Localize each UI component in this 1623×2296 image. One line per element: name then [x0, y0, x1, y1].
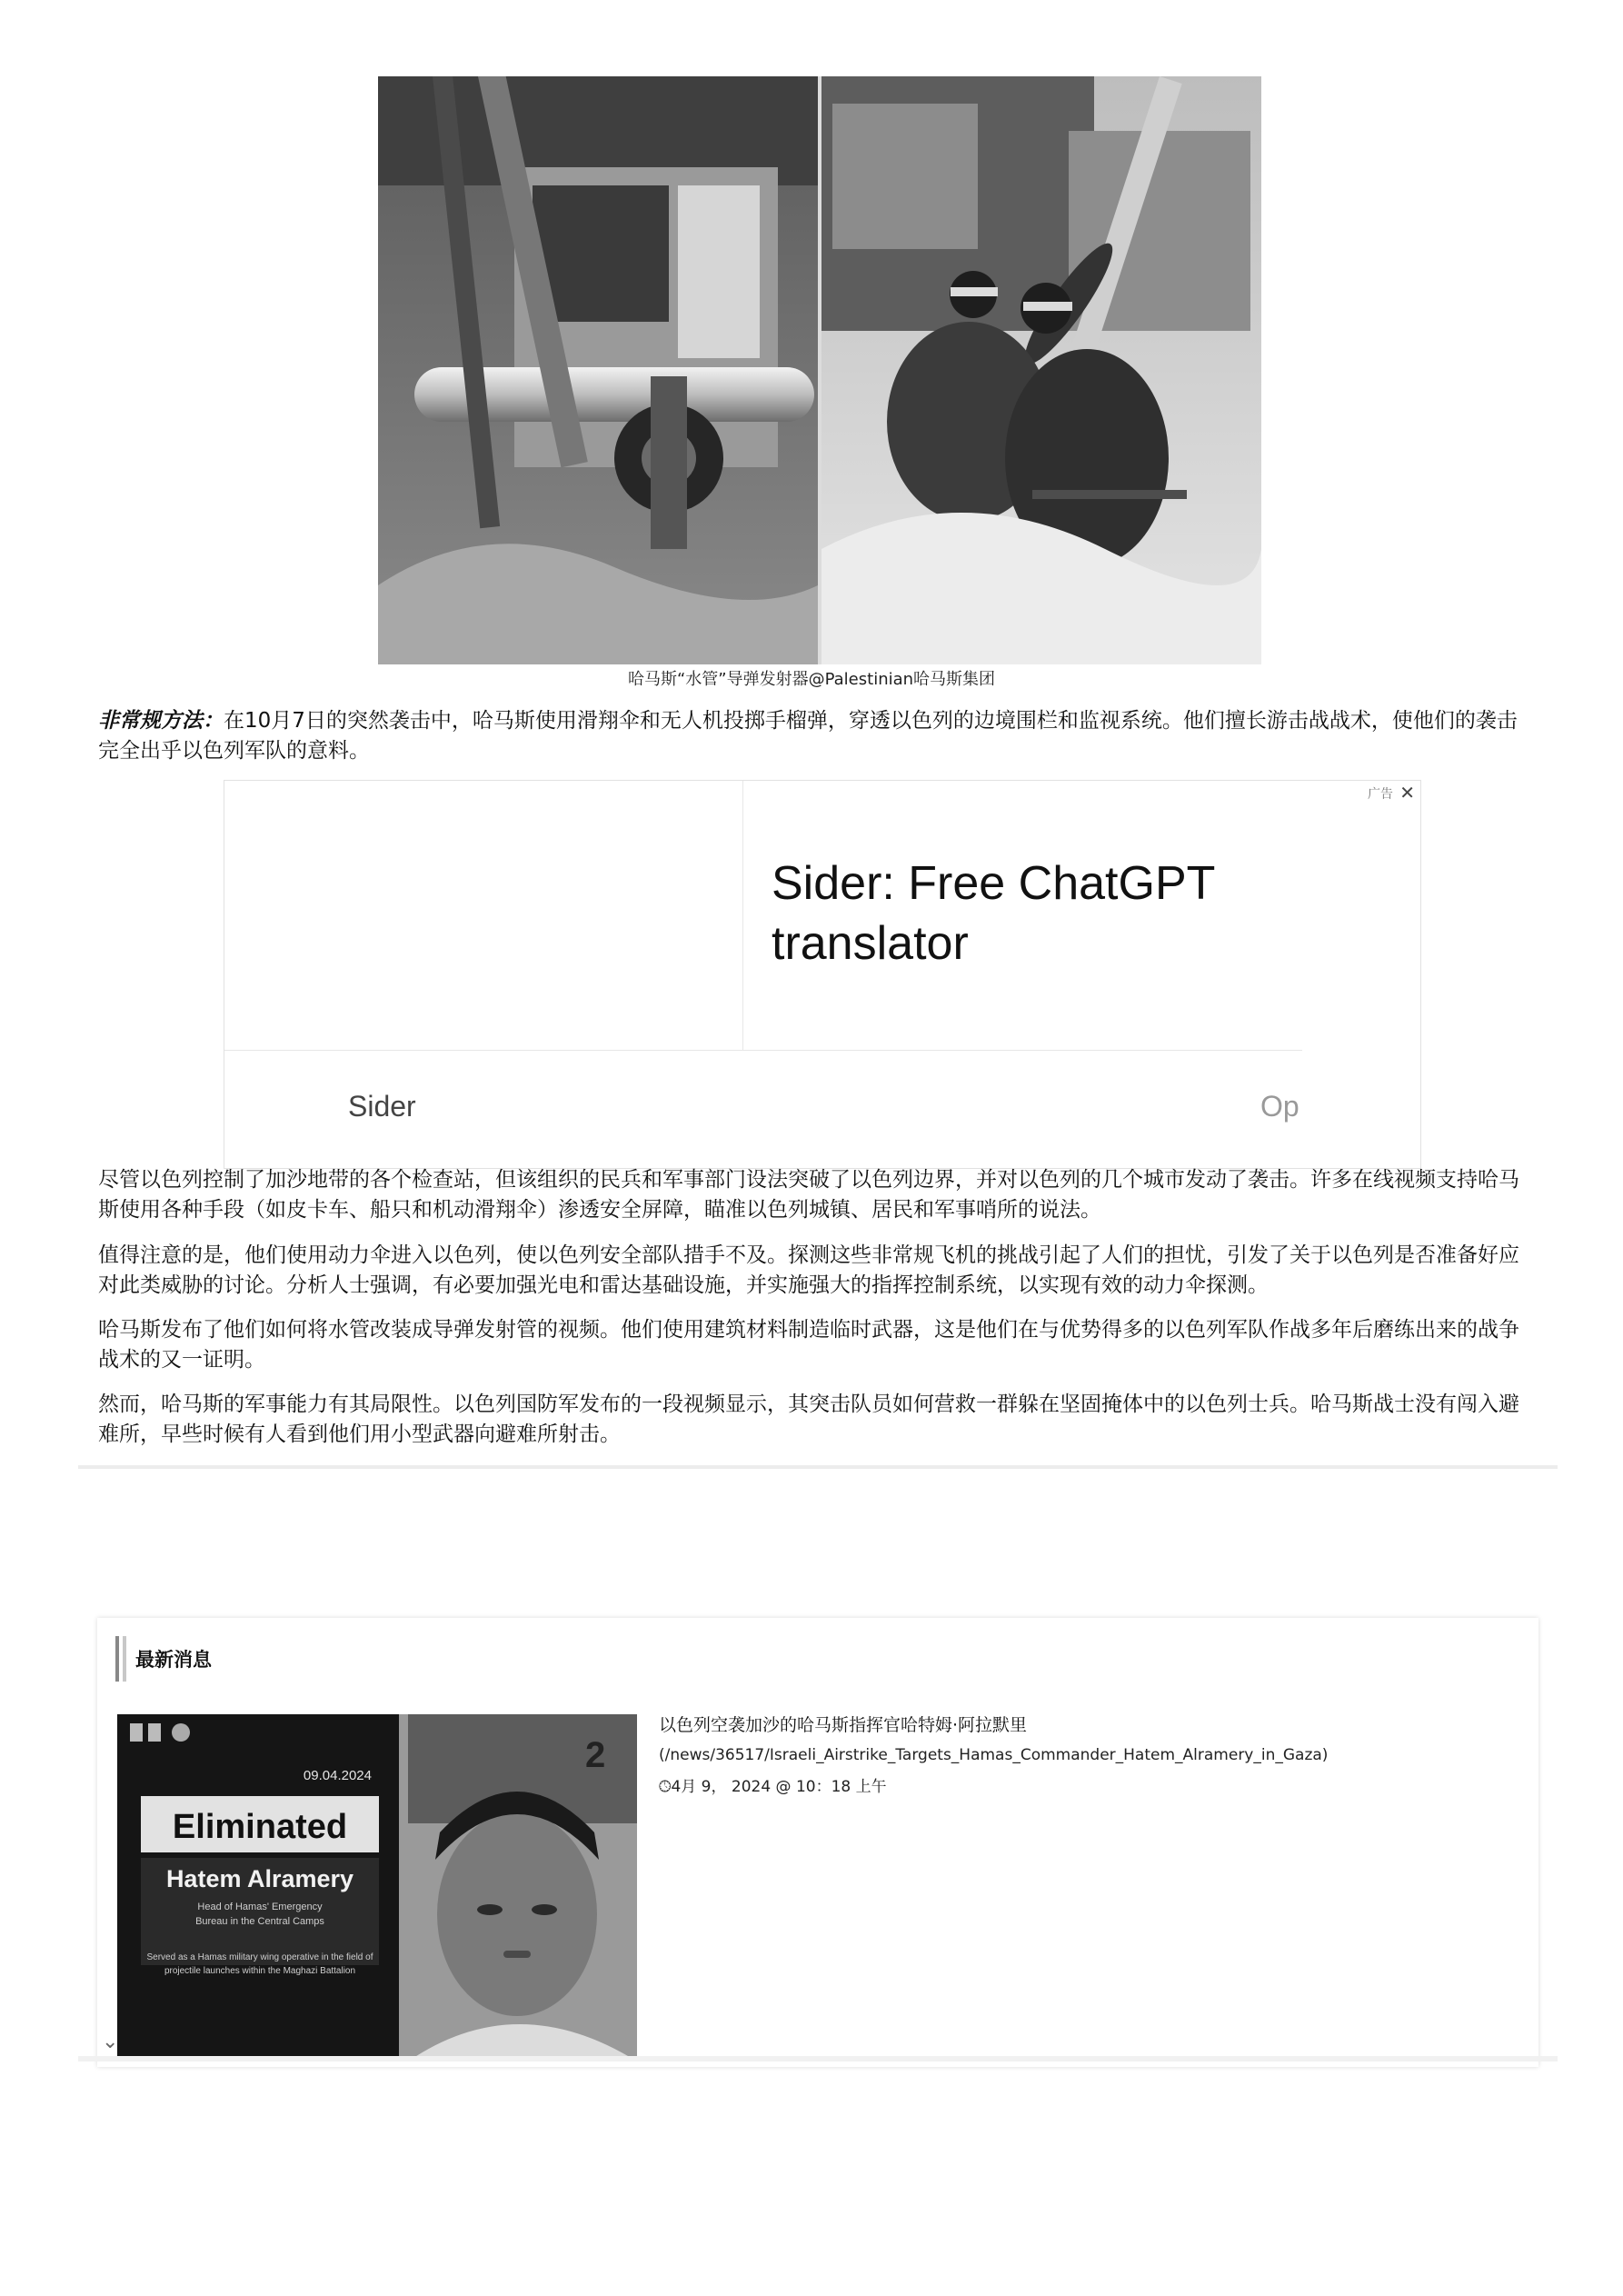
close-icon[interactable]: ✕	[1399, 782, 1415, 804]
chevron-down-icon[interactable]: ⌄	[102, 2031, 119, 2053]
article-paragraph-2: 尽管以色列控制了加沙地带的各个检查站，但该组织的民兵和军事部门设法突破了以色列边界，并对以色列的几个城市发动了袭击。许多在线视频支持哈马斯使用各种手段（如皮卡车、船只和机动滑翔伞）渗透安全屏障，瞄准以色列城镇、居民和军事哨所的说法。	[98, 1168, 1519, 1222]
thumb-role-2: Bureau in the Central Camps	[195, 1916, 324, 1927]
bottom-divider	[78, 2056, 1558, 2061]
thumb-date: 09.04.2024	[303, 1768, 372, 1783]
thumb-role-1: Head of Hamas' Emergency	[197, 1902, 323, 1912]
news-item-path[interactable]: (/news/36517/Israeli_Airstrike_Targets_Hamas_Commander_Hatem_Alramery_in_Gaza)	[659, 1746, 1329, 1764]
thumb-desc-1: Served as a Hamas military wing operative in the field of	[146, 1952, 373, 1962]
article-paragraph-3: 值得注意的是，他们使用动力伞进入以色列，使以色列安全部队措手不及。探测这些非常规飞机的挑战引起了人们的担忧，引发了关于以色列是否准备好应对此类威胁的讨论。分析人士强调，有必要加强光电和雷达基础设施，并实施强大的指挥控制系统，以实现有效的动力伞探测。	[98, 1243, 1519, 1297]
section-divider	[78, 1465, 1558, 1469]
ad-brand[interactable]: Sider	[348, 1090, 416, 1123]
paragraph-text: 在10月7日的突然袭击中，哈马斯使用滑翔伞和无人机投掷手榴弹，穿透以色列的边境围栏和监视系统。他们擅长游击战战术，使他们的袭击完全出乎以色列军队的意料。	[98, 709, 1518, 763]
ad-label: 广告	[1368, 787, 1393, 802]
hero-image	[378, 76, 1261, 664]
news-item-time	[659, 1773, 887, 1796]
article-paragraph-4: 哈马斯发布了他们如何将水管改装成导弹发射管的视频。他们使用建筑材料制造临时武器，这是他们在与优势得多的以色列军队作战多年后磨练出来的战争战术的又一证明。	[98, 1318, 1519, 1372]
hero-caption: 哈马斯“水管”导弹发射器@Palestinian哈马斯集团	[627, 670, 996, 689]
clock-icon: 🕓︎	[659, 1778, 672, 1796]
heading-accent-bar	[115, 1636, 119, 1682]
thumb-stamp: Eliminated	[172, 1808, 348, 1846]
article-paragraph-5: 然而，哈马斯的军事能力有其局限性。以色列国防军发布的一段视频显示，其突击队员如何营救一群躲在坚固掩体中的以色列士兵。哈马斯战士没有闯入避难所，早些时候有人看到他们用小型武器向避难所射击。	[98, 1393, 1519, 1446]
heading-accent-bar-light	[123, 1636, 126, 1682]
news-item-title[interactable]: 以色列空袭加沙的哈马斯指挥官哈特姆·阿拉默里	[659, 1715, 1028, 1735]
latest-news-heading: 最新消息	[135, 1649, 212, 1671]
thumb-desc-2: projectile launches within the Maghazi Battalion	[164, 1966, 356, 1976]
latest-news-card	[97, 1618, 1538, 2067]
ad-image-area[interactable]	[224, 781, 743, 1050]
news-item-time-text: 4月 9， 2024 @ 10：18 上午	[671, 1778, 887, 1796]
advertisement[interactable]	[224, 780, 1421, 1169]
ad-headline[interactable]: Sider: Free ChatGPT translator	[772, 857, 1215, 970]
paragraph-lead: 非常规方法：	[98, 709, 224, 733]
article-paragraph-1	[98, 706, 1536, 766]
news-thumbnail[interactable]	[117, 1714, 637, 2061]
thumb-name: Hatem Alramery	[165, 1865, 354, 1892]
ad-divider	[224, 1050, 1302, 1051]
ad-open-button[interactable]: Op	[1260, 1090, 1299, 1123]
thumb-side-text: 2	[585, 1735, 606, 1775]
